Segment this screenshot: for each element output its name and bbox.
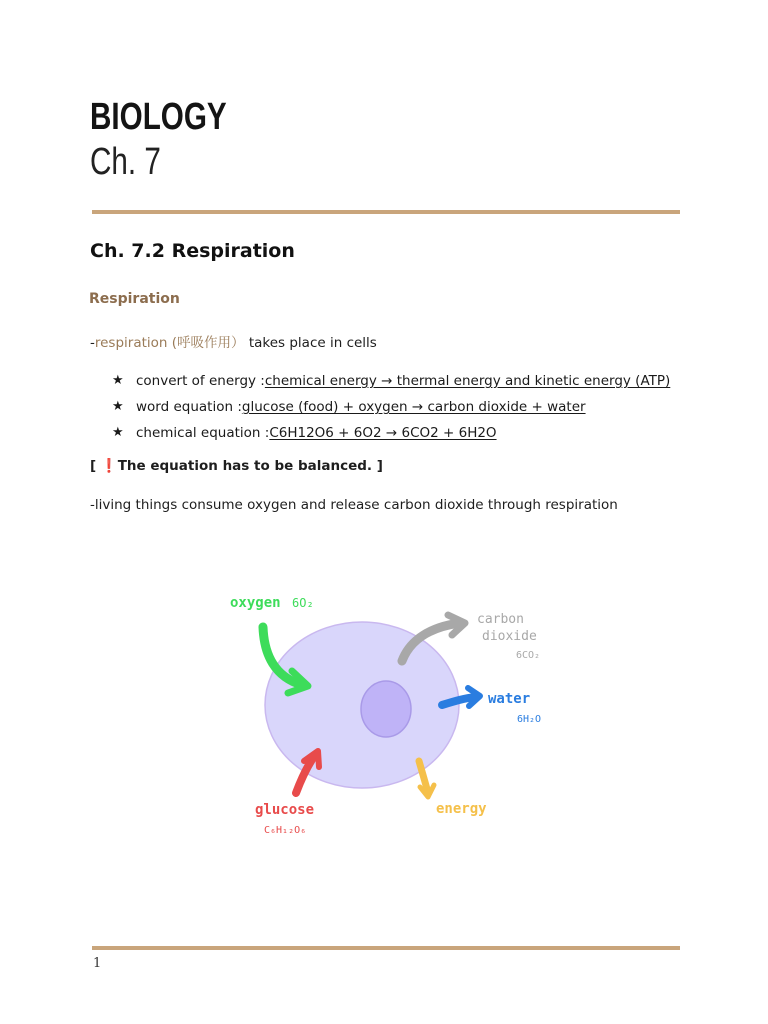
cell-nucleus xyxy=(361,681,411,737)
dioxide-label: dioxide xyxy=(482,629,537,644)
star-icon: ★ xyxy=(112,399,124,414)
glucose-formula: C₆H₁₂O₆ xyxy=(264,825,307,836)
co2-formula: 6CO₂ xyxy=(516,650,541,661)
oxygen-formula: 6O₂ xyxy=(292,596,314,610)
section-subtitle: Respiration xyxy=(89,291,180,307)
respiration-note: -living things consume oxygen and release carbon dioxide through respiration xyxy=(90,497,618,513)
bullet-value: C6H12O6 + 6O2 → 6CO2 + 6H2O xyxy=(269,425,497,441)
list-item xyxy=(112,394,670,420)
water-label: water xyxy=(488,691,531,707)
star-icon: ★ xyxy=(112,373,124,388)
bullet-value: glucose (food) + oxygen → carbon dioxide + water xyxy=(241,399,586,415)
intro-term: respiration (呼吸作用） xyxy=(94,335,245,351)
balance-warning xyxy=(90,458,383,474)
intro-rest: takes place in cells xyxy=(244,335,377,351)
warning-open: [ xyxy=(90,458,101,474)
intro-prefix: - xyxy=(90,335,95,351)
list-item xyxy=(112,368,670,394)
bullet-label: chemical equation : xyxy=(136,425,270,441)
intro-line xyxy=(90,331,377,351)
carbon-label: carbon xyxy=(477,612,524,627)
water-formula: 6H₂O xyxy=(517,714,542,725)
exclamation-icon: ❗ xyxy=(100,458,118,474)
page-number: 1 xyxy=(93,956,102,971)
document-subject: BIOLOGY xyxy=(90,96,227,138)
oxygen-label: oxygen xyxy=(230,595,281,611)
respiration-diagram xyxy=(220,585,560,845)
bullet-label: word equation : xyxy=(136,399,242,415)
header-divider xyxy=(92,210,680,214)
bullet-label: convert of energy : xyxy=(136,373,265,389)
bullet-list xyxy=(112,368,670,446)
warning-text: The equation has to be balanced. ] xyxy=(117,458,383,474)
list-item xyxy=(112,420,670,446)
energy-label: energy xyxy=(436,801,487,817)
footer-divider xyxy=(92,946,680,950)
glucose-label: glucose xyxy=(255,802,315,818)
document-chapter: Ch. 7 xyxy=(90,141,161,183)
section-title: Ch. 7.2 Respiration xyxy=(90,240,295,262)
star-icon: ★ xyxy=(112,425,124,440)
bullet-value: chemical energy → thermal energy and kinetic energy (ATP) xyxy=(264,373,671,389)
